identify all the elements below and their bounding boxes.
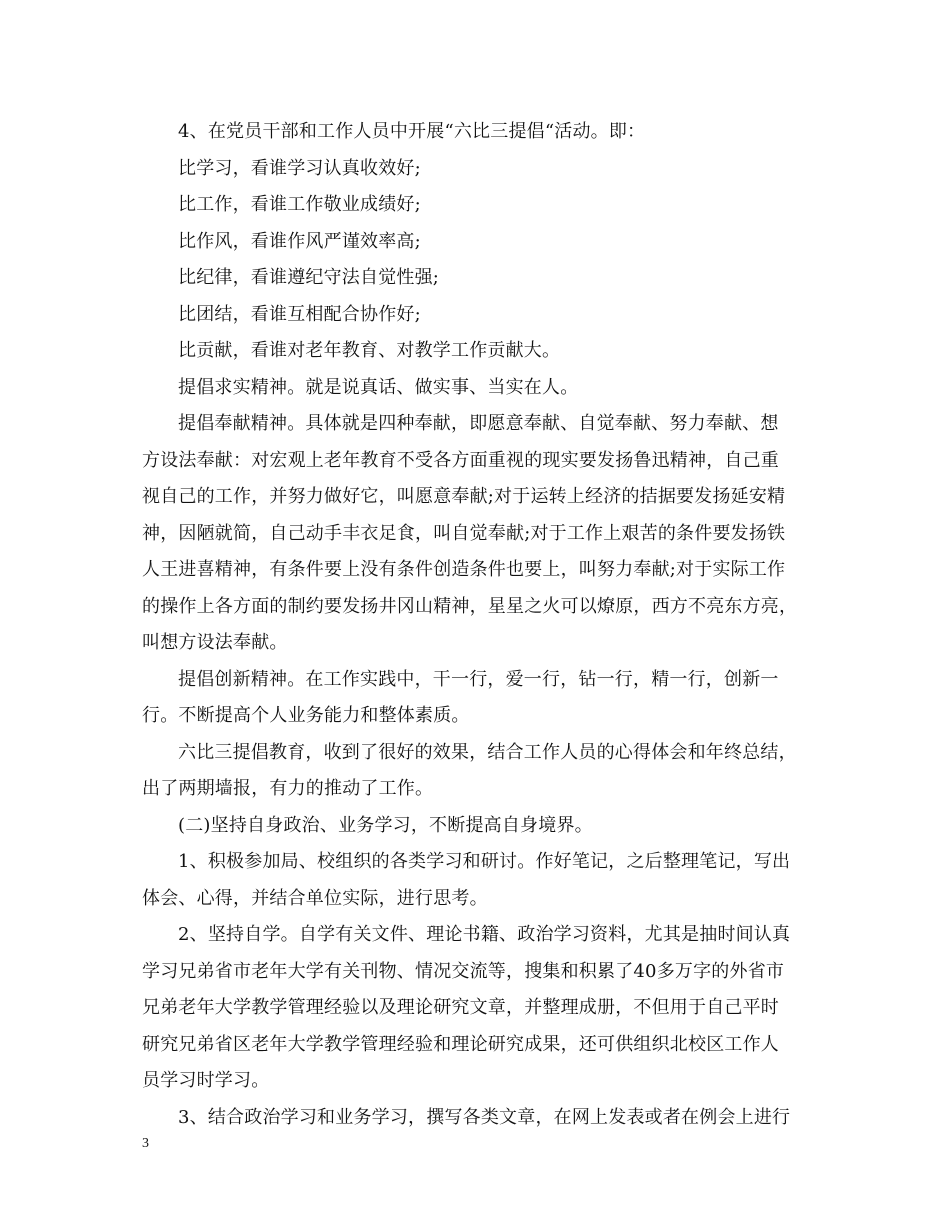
- paragraph-line: 六比三提倡教育，收到了很好的效果，结合工作人员的心得体会和年终总结，: [178, 741, 797, 763]
- paragraph-line: 员学习时学习。: [142, 1070, 270, 1091]
- paragraph-line: 1、积极参加局、校组织的各类学习和研讨。作好笔记，之后整理笔记，写出: [178, 851, 791, 872]
- paragraph-line: 视自己的工作，并努力做好它，叫愿意奉献;对于运转上经济的拮据要发扬延安精: [142, 486, 786, 507]
- paragraph-line: 方设法奉献：对宏观上老年教育不受各方面重视的现实要发扬鲁迅精神，自己重: [142, 449, 779, 471]
- document-body: [142, 114, 822, 1136]
- paragraph-line: 比贡献，看谁对老年教育、对教学工作贡献大。: [178, 340, 561, 361]
- paragraph-line: 行。不断提高个人业务能力和整体素质。: [142, 705, 470, 726]
- paragraph-line: 比学习，看谁学习认真收效好;: [178, 157, 421, 179]
- paragraph-line: 提倡求实精神。就是说真话、做实事、当实在人。: [178, 376, 579, 398]
- paragraph-line: 3、结合政治学习和业务学习，撰写各类文章，在网上发表或者在例会上进行: [178, 1106, 791, 1128]
- paragraph-line: 提倡创新精神。在工作实践中，干一行，爱一行，钻一行，精一行，创新一: [178, 668, 779, 690]
- paragraph-line: 研究兄弟省区老年大学教学管理经验和理论研究成果，还可供组织北校区工作人: [142, 1033, 779, 1055]
- paragraph-line: 2、坚持自学。自学有关文件、理论书籍、政治学习资料，尤其是抽时间认真: [178, 924, 791, 945]
- paragraph-line: 兄弟老年大学教学管理经验以及理论研究文章，并整理成册，不但用于自己平时: [142, 997, 779, 1018]
- paragraph-line: 叫想方设法奉献。: [142, 632, 288, 653]
- paragraph-line: 比团结，看谁互相配合协作好;: [178, 303, 421, 325]
- paragraph-line: 体会、心得，并结合单位实际，进行思考。: [142, 887, 488, 909]
- paragraph-line: 比纪律，看谁遵纪守法自觉性强;: [178, 267, 440, 288]
- paragraph-line: 出了两期墙报，有力的推动了工作。: [142, 778, 434, 799]
- paragraph-line: 提倡奉献精神。具体就是四种奉献，即愿意奉献、自觉奉献、努力奉献、想: [178, 413, 779, 434]
- paragraph-line: 的操作上各方面的制约要发扬井冈山精神，星星之火可以燎原，西方不亮东方亮，: [142, 595, 798, 617]
- paragraph-line: 神，因陋就简，自己动手丰衣足食，叫自觉奉献;对于工作上艰苦的条件要发扬铁: [142, 522, 786, 544]
- paragraph-line: 4、在党员干部和工作人员中开展“六比三提倡“活动。即：: [178, 121, 646, 142]
- paragraph-line: 学习兄弟省市老年大学有关刊物、情况交流等，搜集和积累了40多万字的外省市: [142, 960, 785, 982]
- section-heading: (二)坚持自身政治、业务学习，不断提高自身境界。: [178, 814, 593, 836]
- paragraph-line: 比工作，看谁工作敬业成绩好;: [178, 194, 421, 215]
- paragraph-line: 比作风，看谁作风严谨效率高;: [178, 230, 421, 252]
- page-number: 3: [142, 1136, 149, 1151]
- paragraph-line: 人王进喜精神，有条件要上没有条件创造条件也要上，叫努力奉献;对于实际工作: [142, 559, 786, 580]
